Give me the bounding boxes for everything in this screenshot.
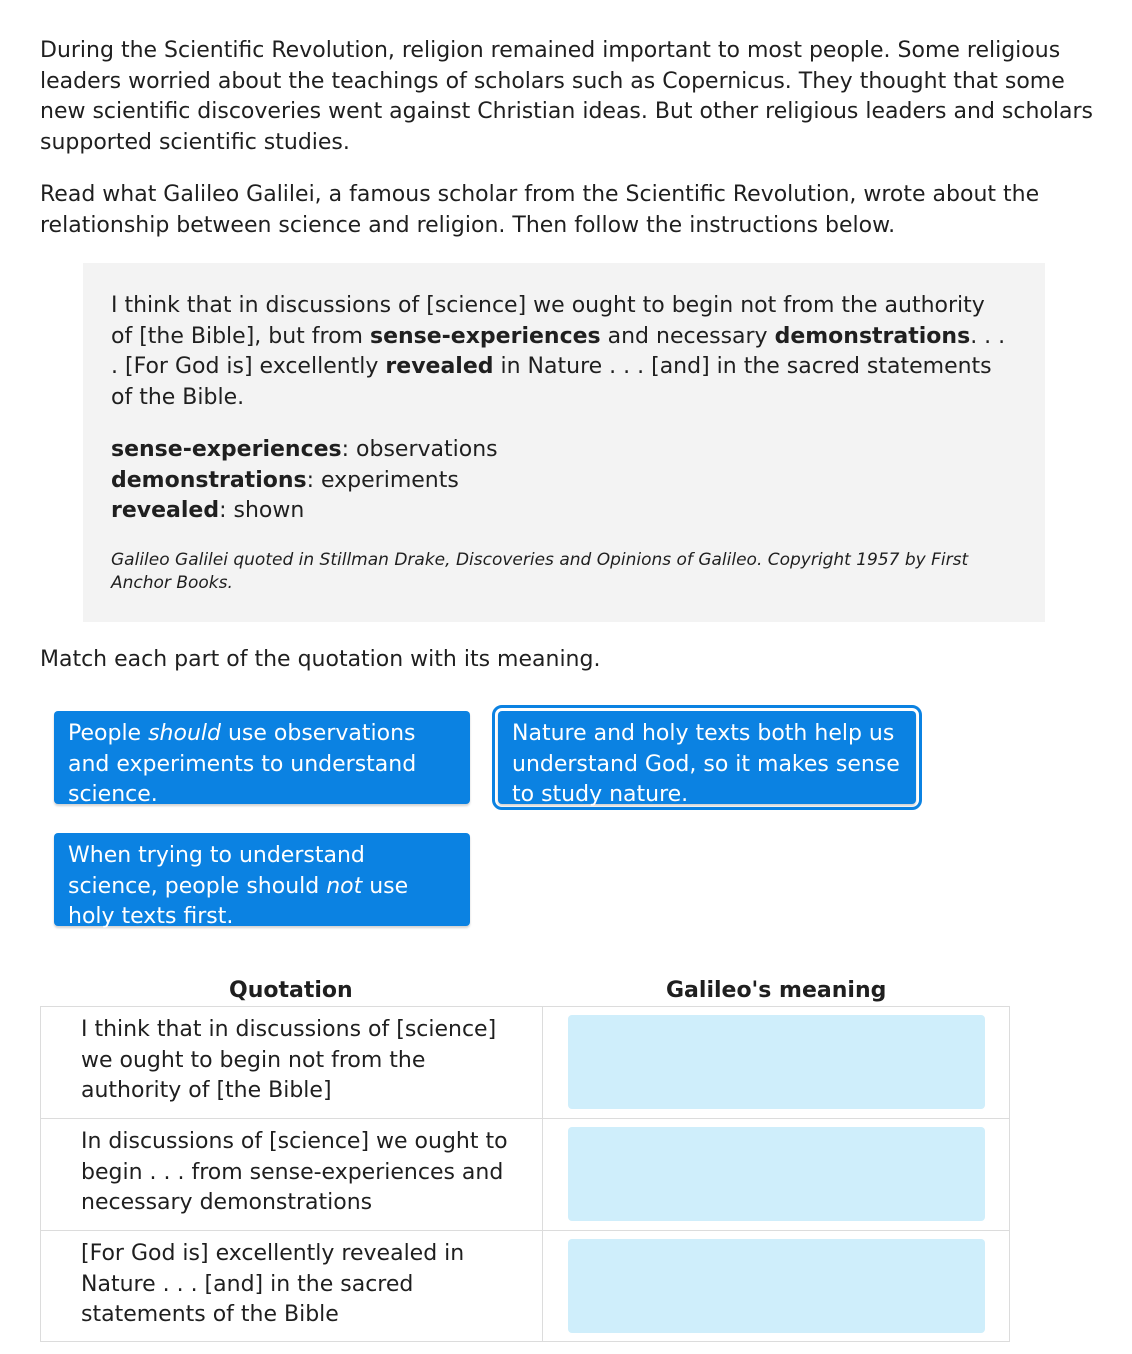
tile-emphasis: should <box>148 721 221 746</box>
drop-zone[interactable] <box>568 1015 985 1109</box>
tile-text: When trying to understand science, people should <box>68 843 365 899</box>
glossary-item <box>111 466 1017 497</box>
answer-tile-not-holy-texts-first[interactable] <box>54 833 470 929</box>
quotation-box <box>83 263 1045 622</box>
instruction-text: Match each part of the quotation with its meaning. <box>40 647 601 672</box>
glossary-definition: : shown <box>219 498 305 523</box>
quote-segment: I think that in discussions of [science] we ought to begin not from the authority of [the Bible], but from <box>111 293 985 349</box>
table-row <box>41 1007 1009 1119</box>
tile-text: Nature and holy texts both help us understand God, so it makes sense to study nature. <box>512 721 900 807</box>
quote-segment: . . . . [For God is] excellently <box>111 323 1006 379</box>
quotation-cell: In discussions of [science] we ought to begin . . . from sense-experiences and necessary demonstrations <box>81 1129 508 1215</box>
glossary-item <box>111 435 1017 466</box>
matching-table <box>40 1006 1010 1342</box>
quotation-cell: I think that in discussions of [science] we ought to begin not from the authority of [the Bible] <box>81 1017 497 1103</box>
answer-tile-observations[interactable] <box>54 711 470 807</box>
glossary-term: revealed <box>111 498 220 523</box>
table-row <box>41 1118 1009 1231</box>
quote-segment: in Nature . . . [and] in the sacred statements of the Bible. <box>111 354 992 410</box>
drop-zone[interactable] <box>568 1239 985 1333</box>
column-header-meaning: Galileo's meaning <box>666 978 887 1003</box>
quotation-text <box>111 291 1011 413</box>
intro-paragraph-2: Read what Galileo Galilei, a famous scholar from the Scientific Revolution, wrote about the relationship between science and religion. Then follow the instructions below. <box>40 182 1040 238</box>
citation: Galileo Galilei quoted in Stillman Drake, Discoveries and Opinions of Galileo. Copyright 1957 by First Anchor Books. <box>111 549 969 593</box>
tile-emphasis: not <box>326 873 363 899</box>
tile-text: use holy texts first. <box>68 873 409 929</box>
column-divider <box>542 1007 543 1341</box>
answer-tile-nature-holy-texts[interactable] <box>498 711 916 807</box>
tile-text: use observations and experiments to understand science. <box>68 721 417 807</box>
glossary-term: sense-experiences <box>111 437 342 462</box>
quote-term-demonstrations: demonstrations <box>774 323 971 349</box>
quotation-cell: [For God is] excellently revealed in Nature . . . [and] in the sacred statements of the Bible <box>81 1241 465 1327</box>
tile-text: People <box>68 721 149 746</box>
glossary-definition: : experiments <box>306 467 459 493</box>
quote-term-sense-experiences: sense-experiences <box>369 323 601 349</box>
quote-term-revealed: revealed <box>385 354 494 379</box>
glossary-definition: : observations <box>341 437 498 462</box>
glossary-term: demonstrations <box>111 467 307 493</box>
table-row <box>41 1230 1009 1343</box>
quote-segment: and necessary <box>600 323 775 349</box>
column-header-quotation: Quotation <box>229 978 353 1003</box>
intro-paragraph-1: During the Scientific Revolution, religion remained important to most people. Some religious leaders worried about the teachings of scholars such as Copernicus. They thought that some new scientific discoveries went against Christian ideas. But other religious leaders and scholars supported scientific studies. <box>40 38 1093 155</box>
drop-zone[interactable] <box>568 1127 985 1221</box>
glossary <box>111 435 1017 527</box>
glossary-item <box>111 496 1017 527</box>
